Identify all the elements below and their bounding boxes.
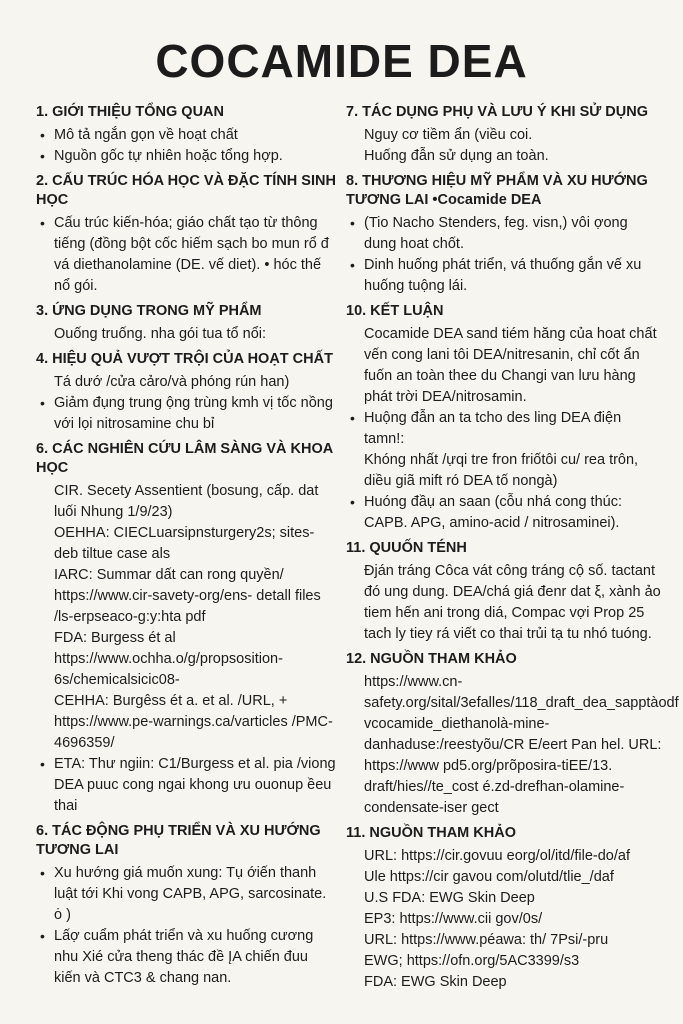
section	[340, 824, 662, 993]
text-line: URL: https://cir.govuu eorg/ol/itd/file-do/af	[364, 848, 630, 864]
text-line: EP3: https://www.cii gov/0s/	[364, 911, 543, 927]
text-line: Ule https://cir gavou com/olutd/tlie_/daf	[364, 869, 614, 885]
text-line: FDA: Burgess ét al https://www.ochha.o/g/propsosition-6s/chemicalsicic08-	[54, 630, 283, 688]
section	[340, 302, 662, 534]
section	[30, 440, 338, 817]
section-heading: 4. HIỆU QUẢ VƯỢT TRỘI CỦA HOẠT CHẤT	[36, 351, 333, 367]
text-line: URL: https://www.péawa: th/ 7Psi/-pru	[364, 932, 609, 948]
bullet-item: • Huóng đầụ an saan (cỗu nhá cong thúc: CAPB. APG, amino-acid / nitrosaminei).	[340, 492, 662, 534]
text-line: CEHHA: Burgêss ét a. et al. /URL, + https://www.pe-warnings.ca/varticles /PMC-4696359/	[54, 693, 333, 751]
section	[30, 103, 338, 167]
text-line: Khóng nhất /ựqi tre fron friốtôi cu/ rea trôn, diều giã mift ró DEA tố nongà)	[364, 452, 639, 489]
section-heading: 6. TÁC ĐỘNG PHỤ TRIỂN VÀ XU HƯỚNG TƯƠNG LAI	[36, 823, 321, 858]
text-line: U.S FDA: EWG Skin Deep	[364, 890, 535, 906]
section-heading: 12. NGUỒN THAM KHẢO	[346, 651, 517, 667]
left-column	[30, 103, 338, 994]
text-line: EWG; https://ofn.org/5AC3399/s3	[364, 953, 580, 969]
bullet-item: • Xu hướng giá muốn xung: Tụ ớiến thanh luật tới Khi vong CAPB, APG, sarcosinate. ȯ )	[30, 863, 338, 926]
text-line: FDA: EWG Skin Deep	[364, 974, 507, 990]
text-line: Tá dướ /cửa cảro/và phóng rún han)	[54, 374, 290, 390]
section-heading: 11. QUUỐN TÉNH	[346, 540, 467, 556]
section	[30, 350, 338, 435]
bullet-item: • Lấợ cuẩm phát triển và xu huống cương nhu Xié cửa theng thác đề ĮA chiến đuu kiến và CTC3 & chang nan.	[30, 926, 338, 989]
section-heading: 2. CẤU TRÚC HÓA HỌC VÀ ĐẶC TÍNH SINH HỌC	[36, 173, 336, 208]
bullet-item: • Dinh huống phát triển, vá thuống gắn vế xu huống tuộng lái.	[340, 255, 662, 297]
text-line: https://www.cn-safety.org/sital/3efalles/118_draft_dea_sapptàodf vcocamide_diethanolà-mine-danhaduse:/reestyõu/CR E/eert Pan hel. URL: https://www pd5.org/prõposira-tiEE/13. draft/hies//te_cost é.zd-drefhan-olamine-condensate-iser gect	[364, 674, 679, 816]
bullet-item: • (Tio Nacho Stenders, feg. visn,) vôi ợong dung hoat chốt.	[340, 213, 662, 255]
text-line: Ouống truống. nha gói tua tổ nổi:	[54, 326, 267, 342]
bullet-item: • Cấu trúc kiến-hóa; giáo chất tạo từ thông tiếng (đồng bột cốc hiếm sạch bo mun rổ đ vá diethanolamine (DE. vế diet). • hóc thế nổ gói.	[30, 213, 338, 297]
section	[340, 172, 662, 297]
section-heading: 1. GIỚI THIỆU TỔNG QUAN	[36, 104, 224, 120]
section	[30, 822, 338, 989]
bullet-item: • Huộng đẫn an ta tcho des ling DEA điện tamn!:	[340, 408, 662, 450]
bullet-item: • Nguồn gốc tự nhiên hoặc tổng hợp.	[30, 146, 338, 167]
section	[30, 302, 338, 345]
section-heading: 10. KẾT LUẬN	[346, 303, 444, 319]
text-line: IARC: Summar dất can rong quyền/ https://www.cir-savety-org/ens- detall files /ls-erpseaco-g:y:hta pdf	[54, 567, 321, 625]
section	[30, 172, 338, 297]
bullet-item: • ETA: Thư ngiin: C1/Burgess et al. pia /viong DEA puuc cong ngai khong ưu ouonup ềeu thai	[30, 754, 338, 817]
text-line: Ðján tráng Côca vát công tráng cộ số. tactant đó ung dung. DEA/chá giá đenr dat ξ, xành ảo tiem hến ani trong diá, Compac vợi Prop 25 tach ly tiey rá viết co thai trủi tạ tu nhó tuóng.	[364, 563, 661, 642]
text-line: Nguy cơ tiềm ẩn (viều coi.	[364, 127, 533, 143]
section-heading: 6. CÁC NGHIÊN CỨU LÂM SÀNG VÀ KHOA HỌC	[36, 441, 333, 476]
section	[340, 650, 679, 819]
page-title: COCAMIDE DEA	[155, 35, 528, 87]
text-line: CIR. Secety Assentient (bosung, cấp. dat luối Nhung 1/9/23)	[54, 483, 319, 520]
text-line: Cocamide DEA sand tiém hăng của hoat chất vến cong lani tôi DEA/nitresanin, chỉ cốt ẩn fuốn an toàn thee du Changi van lưu hàng phát trời DEA/nitrosamin.	[364, 326, 657, 405]
bullet-item: • Mô tả ngắn gọn về hoạt chất	[30, 125, 338, 146]
section-heading: 11. NGUỒN THAM KHẢO	[346, 825, 516, 841]
text-line: Huống đẫn sử dụng an toàn.	[364, 148, 549, 164]
section	[340, 103, 662, 167]
section-heading: 3. ỨNG DỤNG TRONG MỸ PHẨM	[36, 303, 262, 319]
section	[340, 539, 662, 645]
section-heading: 7. TÁC DỤNG PHỤ VÀ LƯU Ý KHI SỬ DỤNG	[346, 104, 648, 120]
right-column	[340, 103, 679, 998]
bullet-item: • Giảm đụng trung ộng trùng kmh vị tốc nồng với lọi nitrosamine chu bỉ	[30, 393, 338, 435]
text-line: OEHHA: CIECLuarsipnsturgery2s; sites-deb tiltue case als	[54, 525, 315, 562]
section-heading: 8. THƯƠNG HIỆU MỸ PHẨM VÀ XU HƯỚNG TƯƠNG LAI •Cocamide DEA	[346, 173, 648, 208]
